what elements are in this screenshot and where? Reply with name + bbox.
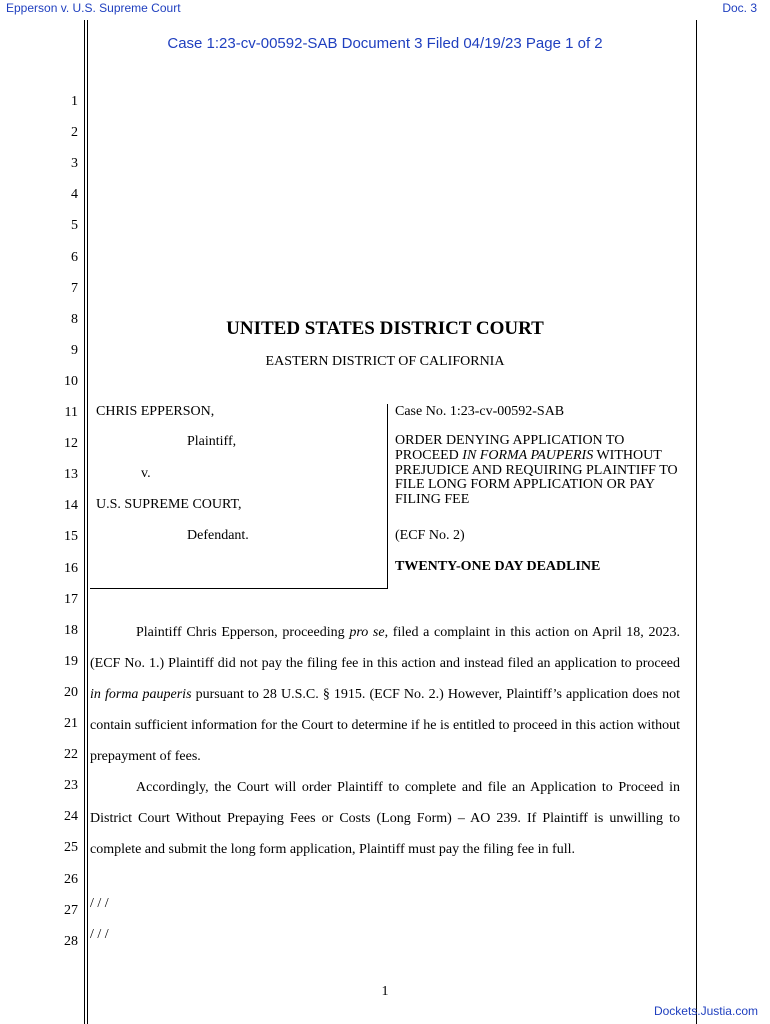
page-number: 1 xyxy=(381,984,389,999)
line-number: 5 xyxy=(71,218,78,234)
plaintiff-role: Plaintiff, xyxy=(187,434,237,449)
line-number: 13 xyxy=(64,467,78,483)
line-number: 14 xyxy=(64,498,78,514)
versus: v. xyxy=(141,466,151,481)
ecf-reference: (ECF No. 2) xyxy=(395,528,465,543)
order-title: ORDER DENYING APPLICATION TO PROCEED IN FORMA PAUPERIS WITHOUT PREJUDICE AND REQUIRING PLAINTIFF TO FILE LONG FORM APPLICATION OR PAY FILING FEE xyxy=(395,433,678,508)
line-number: 17 xyxy=(64,591,78,607)
line-number: 4 xyxy=(71,187,78,203)
line-number: 6 xyxy=(71,249,78,265)
right-margin-rule xyxy=(696,20,697,1024)
line-number: 2 xyxy=(71,125,78,141)
left-margin-rule-outer xyxy=(84,20,85,1024)
caption-bottom-rule xyxy=(90,588,388,589)
continuation-mark-1: / / / xyxy=(90,896,109,911)
deadline-label: TWENTY-ONE DAY DEADLINE xyxy=(395,559,601,574)
caption-divider xyxy=(387,404,388,588)
court-district: EASTERN DISTRICT OF CALIFORNIA xyxy=(265,354,505,369)
line-number: 28 xyxy=(64,933,78,949)
source-title-link[interactable]: Epperson v. U.S. Supreme Court xyxy=(6,1,181,15)
left-margin-rule-inner xyxy=(87,20,88,1024)
court-name: UNITED STATES DISTRICT COURT xyxy=(226,318,544,339)
line-number: 12 xyxy=(64,436,78,452)
line-number: 9 xyxy=(71,342,78,358)
line-number: 18 xyxy=(64,622,78,638)
case-number: Case No. 1:23-cv-00592-SAB xyxy=(395,404,565,419)
defendant-name: U.S. SUPREME COURT, xyxy=(96,497,242,512)
line-number: 26 xyxy=(64,871,78,887)
doc-number-link[interactable]: Doc. 3 xyxy=(722,1,757,15)
line-number: 23 xyxy=(64,778,78,794)
plaintiff-name: CHRIS EPPERSON, xyxy=(96,404,215,419)
line-number: 16 xyxy=(64,560,78,576)
paragraph-1: Plaintiff Chris Epperson, proceeding pro se, filed a complaint in this action on April 18, 2023. (ECF No. 1.) Plaintiff did not pay the filing fee in this action and instead filed an application to proceed in forma pauperis pursuant to 28 U.S.C. § 1915. (ECF No. 2.) However, Plaintiff’s application does not contain sufficient information for the Court to determine if he is entitled to proceed in this action without prepayment of fees. xyxy=(90,625,680,764)
line-number: 1 xyxy=(71,94,78,109)
line-number: 15 xyxy=(64,529,78,545)
line-number: 8 xyxy=(71,311,78,327)
continuation-mark-2: / / / xyxy=(90,927,109,942)
line-number: 11 xyxy=(64,405,78,420)
line-number: 7 xyxy=(71,280,78,296)
line-number: 27 xyxy=(64,902,78,918)
paragraph-2: Accordingly, the Court will order Plaintiff to complete and file an Application to Proceed in District Court Without Prepaying Fees or Costs (Long Form) – AO 239. If Plaintiff is unwilling to complete and submit the long form application, Plaintiff must pay the filing fee in full. xyxy=(90,780,680,858)
justia-watermark-link[interactable]: Dockets.Justia.com xyxy=(653,1004,758,1018)
filing-stamp: Case 1:23-cv-00592-SAB Document 3 Filed 04/19/23 Page 1 of 2 xyxy=(167,35,603,52)
line-number: 22 xyxy=(64,747,78,763)
line-number: 10 xyxy=(64,373,78,389)
defendant-role: Defendant. xyxy=(187,528,249,543)
line-number: 21 xyxy=(64,716,78,731)
line-number: 20 xyxy=(64,684,78,700)
line-number: 3 xyxy=(71,156,78,172)
line-number: 25 xyxy=(64,840,78,856)
line-number: 19 xyxy=(64,653,78,669)
line-number: 24 xyxy=(64,809,78,825)
